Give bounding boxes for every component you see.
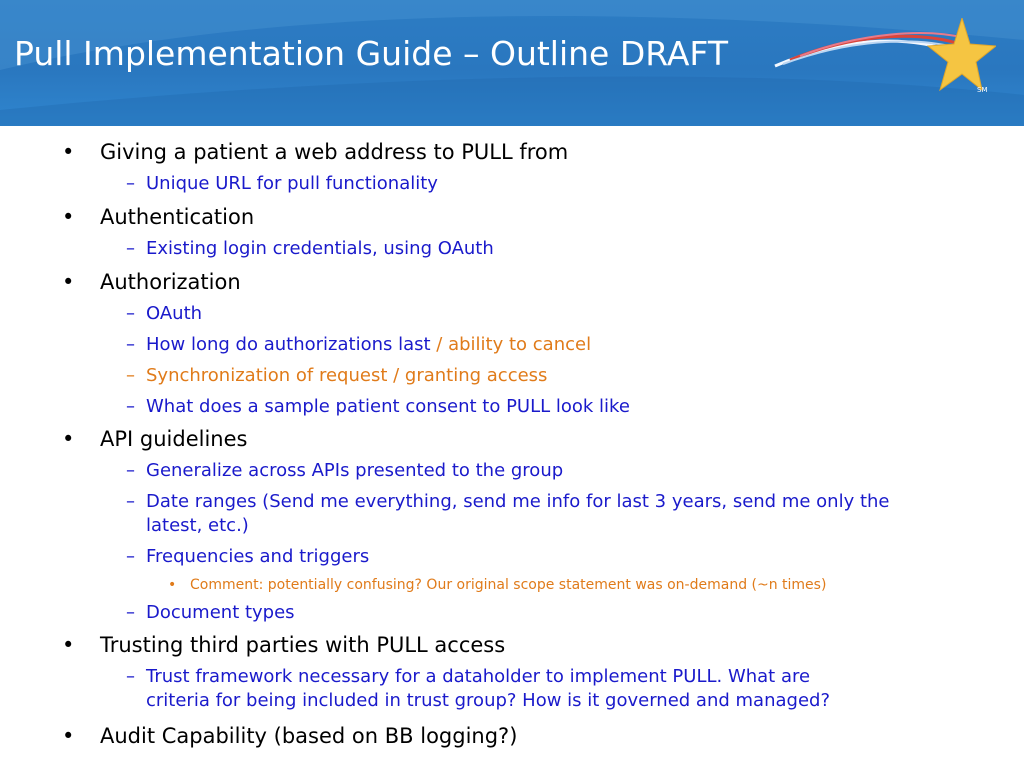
dash-marker: – bbox=[126, 334, 135, 355]
subbullet-authorization-duration bbox=[146, 334, 591, 355]
subbullet-login-credentials: Existing login credentials, using OAuth bbox=[146, 238, 494, 259]
bullet-marker: • bbox=[62, 270, 75, 294]
slide-title: Pull Implementation Guide – Outline DRAFT bbox=[14, 34, 728, 73]
comment-bullet-marker: • bbox=[168, 577, 177, 593]
dash-marker: – bbox=[126, 491, 135, 512]
authorization-duration-text: How long do authorizations last bbox=[146, 334, 437, 355]
dash-marker: – bbox=[126, 365, 135, 386]
dash-marker: – bbox=[126, 666, 135, 687]
bullet-api-guidelines: API guidelines bbox=[100, 427, 248, 451]
dash-marker: – bbox=[126, 602, 135, 623]
subbullet-document-types: Document types bbox=[146, 602, 295, 623]
subbullet-synchronization: Synchronization of request / granting access bbox=[146, 365, 548, 386]
subbullet-generalize-apis: Generalize across APIs presented to the group bbox=[146, 460, 564, 481]
bullet-authorization: Authorization bbox=[100, 270, 241, 294]
bullet-authentication: Authentication bbox=[100, 205, 255, 229]
dash-marker: – bbox=[126, 238, 135, 259]
subbullet-frequencies-triggers: Frequencies and triggers bbox=[146, 546, 370, 567]
subbullet-unique-url: Unique URL for pull functionality bbox=[146, 173, 438, 194]
bullet-trusting-third-parties: Trusting third parties with PULL access bbox=[100, 633, 506, 657]
subbullet-date-ranges-line2: latest, etc.) bbox=[146, 515, 249, 536]
subbullet-date-ranges-line1: Date ranges (Send me everything, send me info for last 3 years, send me only the bbox=[146, 491, 890, 512]
bullet-patient-web-address: Giving a patient a web address to PULL from bbox=[100, 140, 569, 164]
bullet-marker: • bbox=[62, 633, 75, 657]
bullet-marker: • bbox=[62, 205, 75, 229]
dash-marker: – bbox=[126, 303, 135, 324]
subbullet-trust-framework-line2: criteria for being included in trust group? How is it governed and managed? bbox=[146, 690, 830, 711]
subbullet-oauth: OAuth bbox=[146, 303, 203, 324]
dash-marker: – bbox=[126, 546, 135, 567]
subbullet-patient-consent: What does a sample patient consent to PULL look like bbox=[146, 396, 630, 417]
bullet-marker: • bbox=[62, 724, 75, 748]
bullet-marker: • bbox=[62, 427, 75, 451]
comment-scope-statement: Comment: potentially confusing? Our original scope statement was on-demand (~n times) bbox=[190, 577, 827, 593]
dash-marker: – bbox=[126, 460, 135, 481]
service-mark: SM bbox=[977, 86, 988, 94]
cancel-ability-text: / ability to cancel bbox=[436, 334, 592, 355]
bullet-marker: • bbox=[62, 140, 75, 164]
dash-marker: – bbox=[126, 396, 135, 417]
dash-marker: – bbox=[126, 173, 135, 194]
subbullet-trust-framework-line1: Trust framework necessary for a dataholder to implement PULL. What are bbox=[146, 666, 811, 687]
bullet-audit-capability: Audit Capability (based on BB logging?) bbox=[100, 724, 518, 748]
